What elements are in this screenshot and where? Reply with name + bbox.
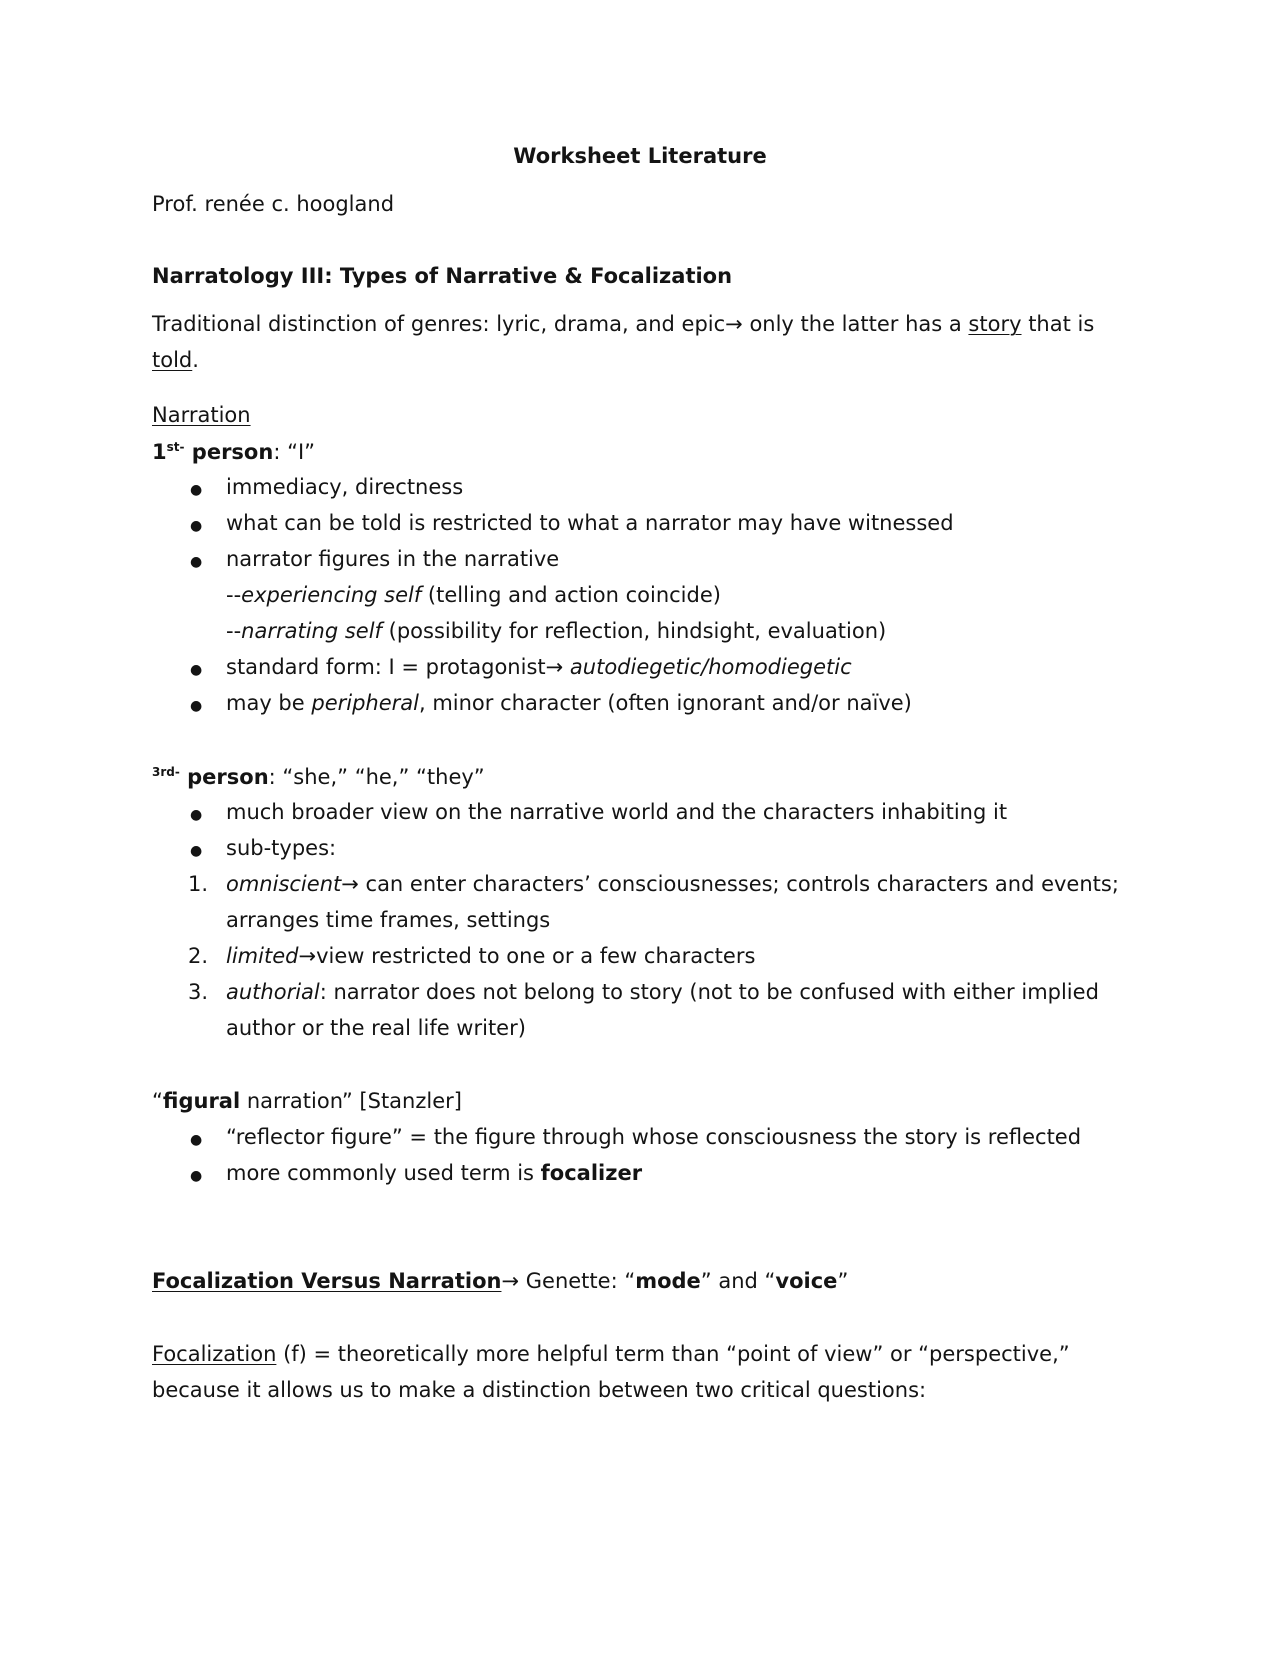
figural-rest: narration” [Stanzler] — [240, 1089, 462, 1113]
bullet-icon: ● — [190, 662, 203, 678]
third-rest: : “she,” “he,” “they” — [268, 765, 485, 789]
focalizer-term: focalizer — [540, 1161, 643, 1185]
list-item-text: may be — [226, 691, 312, 715]
numbered-item — [226, 874, 1119, 895]
list-item-text: sub-types: — [226, 836, 337, 860]
list-item-text: more commonly used term is — [226, 1161, 541, 1185]
numbered-item-cont — [226, 1018, 526, 1039]
section-heading — [152, 266, 732, 287]
numbered-item-text: author or the real life writer) — [226, 1016, 526, 1040]
emphasis-term: autodiegetic/homodiegetic — [569, 655, 852, 679]
list-item — [226, 693, 912, 714]
bullet-icon: ● — [190, 807, 203, 823]
intro-text: only the latter has a — [742, 312, 969, 336]
arrow-right-icon: → — [545, 655, 564, 679]
page-title — [0, 146, 1280, 167]
list-number: 2. — [188, 944, 209, 968]
bullet-icon: ● — [190, 482, 203, 498]
period: . — [192, 348, 199, 372]
bullet-icon: ● — [190, 1132, 203, 1148]
list-item — [226, 513, 954, 534]
list-item-text: “reflector figure” = the figure through whose consciousness the story is reflected — [226, 1125, 1082, 1149]
focalization-definition — [152, 1344, 1070, 1365]
list-item — [226, 657, 852, 678]
bullet-icon: ● — [190, 843, 203, 859]
intro-paragraph-cont — [152, 350, 199, 371]
definition-text: (f) = theoretically more helpful term than “point of view” or “perspective,” — [276, 1342, 1070, 1366]
sub-item — [226, 585, 721, 606]
quote-mark: “ — [152, 1089, 163, 1113]
title-text: Worksheet Literature — [513, 144, 767, 168]
arrow-right-icon: → — [501, 1269, 520, 1293]
arrow-right-icon: → — [298, 944, 317, 968]
list-item — [226, 1127, 1081, 1148]
list-item-text: immediacy, directness — [226, 475, 464, 499]
list-item-text: , minor character (often ignorant and/or naïve) — [418, 691, 912, 715]
list-number: 1. — [188, 872, 209, 896]
author-text: Prof. renée c. hoogland — [152, 192, 395, 216]
dash: -- — [226, 583, 242, 607]
bullet-icon: ● — [190, 1168, 203, 1184]
list-item — [226, 549, 559, 570]
arrow-right-icon: → — [341, 872, 359, 896]
sub-item-text: (possibility for reflection, hindsight, evaluation) — [381, 619, 887, 643]
genette-text: ” and “ — [700, 1269, 776, 1293]
list-item — [226, 802, 1007, 823]
focalization-heading-text: Focalization Versus Narration — [152, 1269, 502, 1293]
narration-heading — [152, 405, 251, 426]
story-term: story — [968, 312, 1022, 336]
emphasis-term: authorial — [226, 980, 320, 1004]
first-num: 1 — [152, 440, 167, 464]
list-item — [226, 838, 336, 859]
list-number: 3. — [188, 980, 209, 1004]
emphasis-term: omniscient — [226, 872, 342, 896]
numbered-item-text: : narrator does not belong to story (not to be confused with either implied — [319, 980, 1099, 1004]
emphasis-term: limited — [226, 944, 299, 968]
third-sup: 3rd- — [152, 765, 180, 779]
bullet-icon: ● — [190, 554, 203, 570]
first-sup: st- — [166, 440, 185, 454]
third-label: person — [179, 765, 269, 789]
definition-text: because it allows us to make a distinction between two critical questions: — [152, 1378, 927, 1402]
dash: -- — [226, 619, 242, 643]
intro-text: Traditional distinction of genres: lyric, drama, and epic — [152, 312, 726, 336]
author-line — [152, 194, 394, 215]
list-item-text: much broader view on the narrative world and the characters inhabiting it — [226, 800, 1008, 824]
mode-term: mode — [635, 1269, 701, 1293]
genette-text: Genette: “ — [519, 1269, 636, 1293]
narration-heading-text: Narration — [152, 403, 251, 427]
list-item-text: standard form: I = protagonist — [226, 655, 546, 679]
numbered-item — [226, 946, 755, 967]
numbered-item-cont — [226, 910, 550, 931]
sub-item — [226, 621, 886, 642]
emphasis-term: narrating self — [241, 619, 382, 643]
list-item-text: what can be told is restricted to what a narrator may have witnessed — [226, 511, 954, 535]
section-heading-text: Narratology III: Types of Narrative & Focalization — [152, 264, 733, 288]
intro-text: that is — [1021, 312, 1095, 336]
list-item — [226, 477, 463, 498]
figural-term: figural — [162, 1089, 241, 1113]
voice-term: voice — [775, 1269, 838, 1293]
list-item-text: narrator figures in the narrative — [226, 547, 560, 571]
focalization-definition-cont — [152, 1380, 926, 1401]
first-rest: : “I” — [273, 440, 316, 464]
numbered-item-text: arranges time frames, settings — [226, 908, 551, 932]
numbered-item — [226, 982, 1099, 1003]
numbered-item-text: can enter characters’ consciousnesses; controls characters and events; — [358, 872, 1119, 896]
bullet-icon: ● — [190, 518, 203, 534]
arrow-right-icon: → — [725, 312, 743, 336]
emphasis-term: peripheral — [311, 691, 419, 715]
figural-heading — [152, 1091, 462, 1112]
first-person-heading — [152, 441, 315, 463]
focalization-term: Focalization — [152, 1342, 277, 1366]
numbered-item-text: view restricted to one or a few characters — [316, 944, 756, 968]
told-term: told — [152, 348, 193, 372]
first-label: person — [184, 440, 274, 464]
list-item — [226, 1163, 642, 1184]
third-person-heading — [152, 766, 485, 788]
sub-item-text: (telling and action coincide) — [421, 583, 721, 607]
genette-text: ” — [837, 1269, 849, 1293]
intro-paragraph — [152, 314, 1094, 335]
bullet-icon: ● — [190, 698, 203, 714]
emphasis-term: experiencing self — [241, 583, 422, 607]
focalization-heading — [152, 1271, 848, 1292]
